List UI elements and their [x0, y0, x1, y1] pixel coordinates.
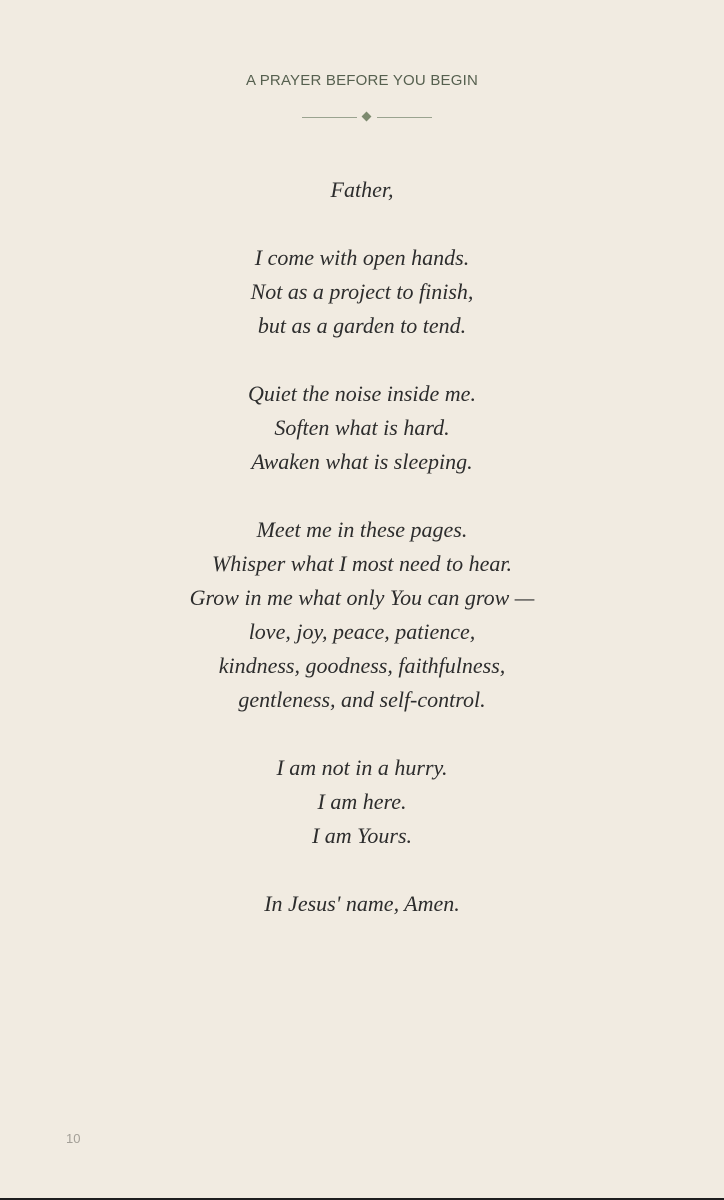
prayer-line: In Jesus' name, Amen.: [264, 891, 460, 916]
page-number: 10: [66, 1131, 81, 1146]
prayer-line: kindness, goodness, faithfulness,: [218, 653, 506, 678]
divider-line-left: [302, 117, 357, 118]
prayer-line: Father,: [330, 177, 394, 202]
stanza: [0, 751, 724, 853]
prayer-text: [0, 173, 724, 921]
page-title: A PRAYER BEFORE YOU BEGIN: [245, 72, 478, 89]
prayer-line: Whisper what I most need to hear.: [211, 551, 513, 576]
divider-ornament: [302, 111, 432, 123]
prayer-line: Meet me in these pages.: [256, 517, 468, 542]
stanza: [0, 513, 724, 717]
stanza: [0, 173, 724, 207]
divider-line-right: [377, 117, 432, 118]
prayer-line: I come with open hands.: [254, 245, 470, 270]
prayer-line: gentleness, and self-control.: [238, 687, 486, 712]
prayer-line: I am Yours.: [311, 823, 413, 848]
prayer-line: Grow in me what only You can grow —: [189, 585, 535, 610]
stanza: [0, 377, 724, 479]
prayer-line: I am here.: [317, 789, 407, 814]
diamond-icon: [362, 112, 372, 122]
prayer-line: Quiet the noise inside me.: [248, 381, 476, 406]
prayer-line: but as a garden to tend.: [257, 313, 467, 338]
stanza: [0, 241, 724, 343]
prayer-line: love, joy, peace, patience,: [248, 619, 476, 644]
prayer-line: Soften what is hard.: [274, 415, 450, 440]
prayer-line: I am not in a hurry.: [276, 755, 448, 780]
stanza: [0, 887, 724, 921]
prayer-line: Awaken what is sleeping.: [251, 449, 473, 474]
prayer-line: Not as a project to finish,: [250, 279, 474, 304]
